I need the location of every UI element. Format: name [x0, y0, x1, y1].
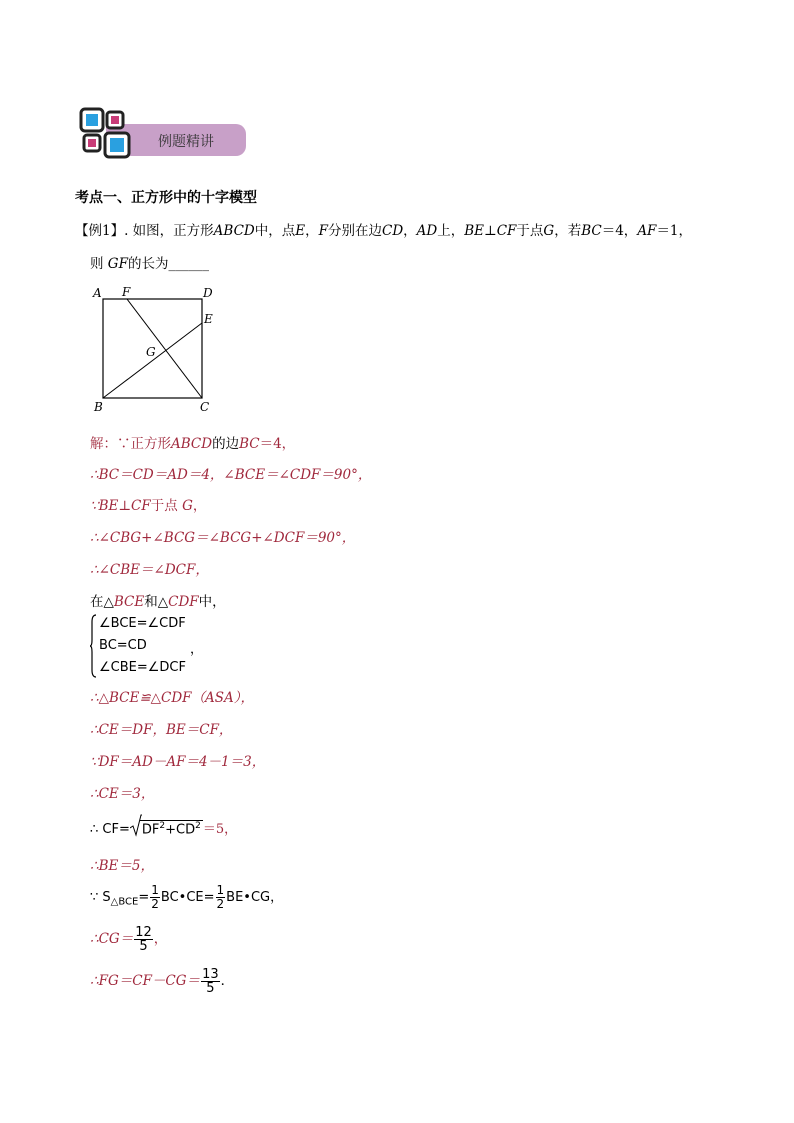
solution-line-8: ∴CE＝DF，BE＝CF，	[90, 722, 233, 738]
solution-line-2: ∴BC＝CD＝AD＝4，∠BCE＝∠CDF＝90°，	[90, 467, 372, 483]
system-eq-2: BC=CD	[99, 638, 147, 653]
solution-line-6: 在△BCE和△CDF中，	[90, 594, 226, 610]
solution-line-3: ∵BE⊥CF于点 G，	[90, 498, 207, 514]
sqrt-sign-icon	[130, 814, 142, 838]
solution-line-11: ∴ CF= $DF^2+CD^2 =5$，	[90, 818, 237, 837]
solution-line-1: 解：∵正方形ABCD的边BC＝4，	[90, 436, 296, 452]
solution-line-9: ∵DF＝AD－AF＝4－1＝3，	[90, 754, 266, 770]
system-eq-1: ∠BCE=∠CDF	[99, 616, 186, 631]
banner-title: 例题精讲	[158, 134, 214, 150]
label-d: D	[203, 286, 213, 300]
solution-line-13: ∵ $S_{\triangle BCE}=$ $\frac{1}{2}$ BC•CE= $\frac{1}{2}$ BE•CG，	[90, 883, 284, 911]
system-eq-3: ∠CBE=∠DCF	[99, 660, 186, 675]
solution-line-5: ∴∠CBE＝∠DCF，	[90, 562, 209, 578]
segment-be	[103, 323, 202, 398]
system-brace	[90, 614, 96, 678]
solution-line-7: ∴△BCE≌△CDF（ASA），	[90, 690, 255, 706]
solution-line-14: ∴CG＝ $\frac{12}{5}$ ，	[90, 925, 168, 954]
problem-line-2: 则 GF的长为______	[90, 256, 209, 272]
label-c: C	[200, 400, 210, 414]
label-a: A	[93, 286, 102, 300]
label-e: E	[204, 312, 213, 326]
problem-line-1: 【例1】. 如图，正方形ABCD中，点E，F分别在边CD，AD上，BE⊥CF于点G，若BC＝4，AF＝1，	[75, 223, 693, 239]
solution-line-10: ∴CE＝3，	[90, 786, 155, 802]
label-b: B	[94, 400, 103, 414]
solution-line-15: ∴FG＝CF－CG＝ $\frac{13}{5}$ ．	[90, 967, 235, 996]
solution-line-4: ∴∠CBG+∠BCG＝∠BCG+∠DCF＝90°，	[90, 530, 356, 546]
system-eq-2-comma: ，	[190, 642, 204, 657]
label-g: G	[146, 345, 156, 359]
section-heading: 考点一、正方形中的十字模型	[75, 190, 257, 206]
solution-line-12: ∴BE＝5，	[90, 858, 154, 874]
label-f: F	[122, 285, 131, 299]
banner-logo-icon	[78, 106, 134, 162]
segment-cf	[127, 299, 202, 398]
square-figure	[88, 282, 228, 417]
